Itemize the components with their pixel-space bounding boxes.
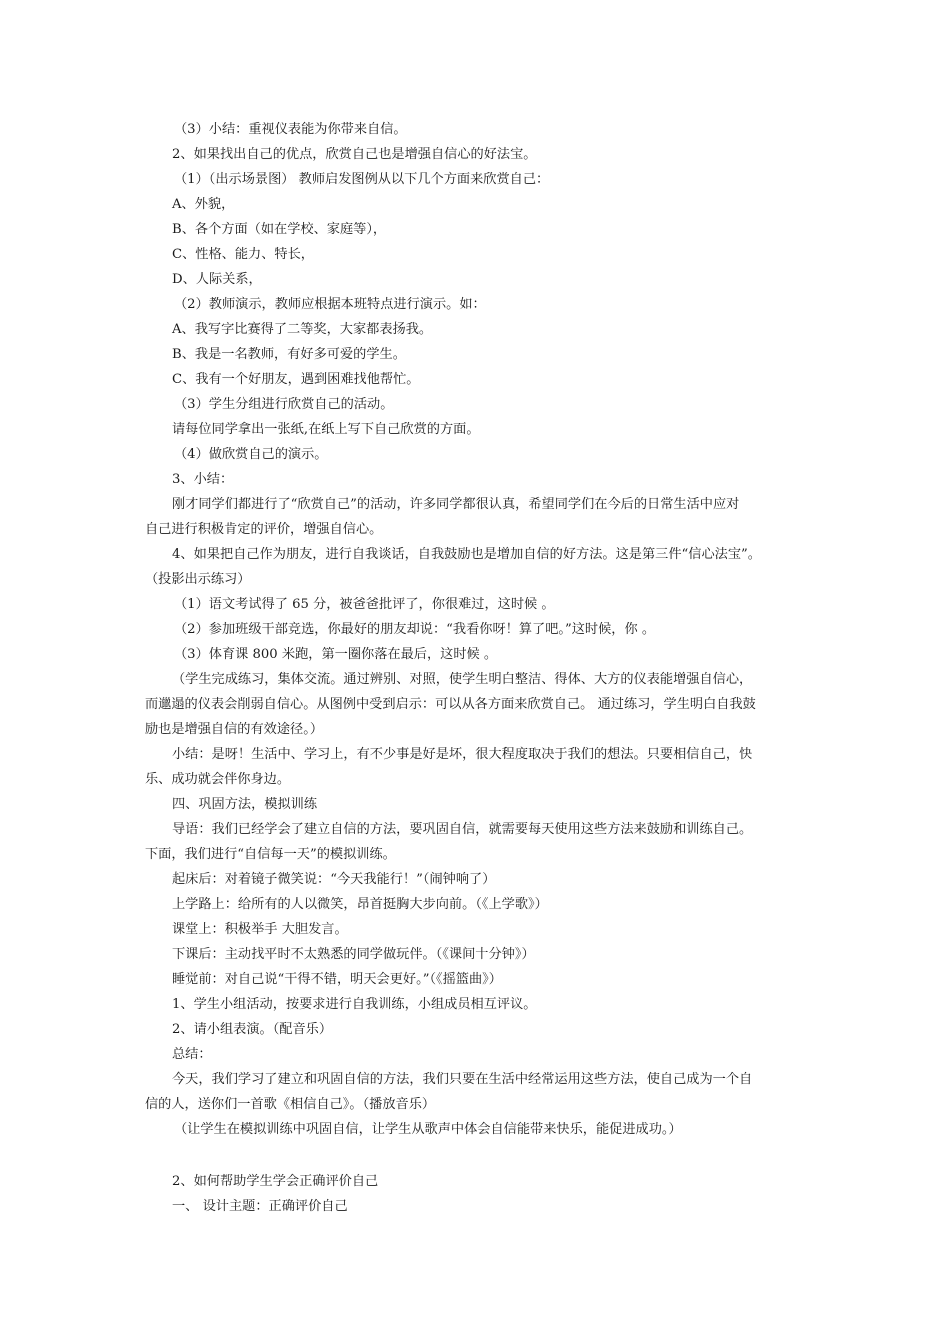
training-item: 上学路上：给所有的人以微笑，昂首挺胸大步向前。（《上学歌》）	[172, 897, 548, 912]
paragraph-first-line: 小结：是呀！生活中、学习上，有不少事是好是坏，很大程度取决于我们的想法。只要相信自己，快	[172, 747, 753, 762]
paragraph	[145, 542, 812, 592]
training-item: 总结：	[172, 1047, 212, 1062]
paragraph-continuation: 乐、成功就会伴你身边。	[145, 772, 291, 787]
text-line: C、我有一个好朋友，遇到困难找他帮忙。	[172, 372, 420, 387]
text-line: B、各个方面（如在学校、家庭等），	[172, 222, 387, 237]
text-line: D、人际关系，	[172, 272, 262, 287]
training-item: 起床后：对着镜子微笑说：“今天我能行！”（闹钟响了）	[172, 872, 496, 887]
paragraph	[145, 492, 812, 542]
paragraph-continuation: 下面，我们进行“自信每一天”的模拟训练。	[145, 847, 396, 862]
paragraph-continuation: 信的人，送你们一首歌《相信自己》。（播放音乐）	[145, 1097, 436, 1112]
text-line: 2、如果找出自己的优点，欣赏自己也是增强自信心的好法宝。	[172, 147, 537, 162]
paragraph-continuation: （投影出示练习）	[145, 572, 251, 587]
blank-line	[172, 1142, 812, 1169]
paragraph-continuation: 励也是增强自信的有效途径。）	[145, 722, 324, 737]
text-line: （3）学生分组进行欣赏自己的活动。	[174, 397, 394, 412]
document-body	[145, 117, 812, 1219]
next-topic-title: 2、如何帮助学生学会正确评价自己	[172, 1174, 379, 1189]
paragraph	[145, 742, 812, 792]
text-line: 请每位同学拿出一张纸,在纸上写下自己欣赏的方面。	[172, 422, 480, 437]
training-item: 1、学生小组活动，按要求进行自我训练，小组成员相互评议。	[172, 997, 537, 1012]
text-line: B、我是一名教师，有好多可爱的学生。	[172, 347, 406, 362]
exercise-item: （2）参加班级干部竞选，你最好的朋友却说：“我看你呀！算了吧。”这时候，你 。	[174, 622, 656, 637]
training-item: 课堂上：积极举手 大胆发言。	[172, 922, 348, 937]
paragraph	[145, 1067, 812, 1117]
paragraph	[145, 817, 812, 867]
paragraph-continuation: 而邋遢的仪表会削弱自信心。从图例中受到启示：可以从各方面来欣赏自己。 通过练习，学生明白自我鼓	[145, 697, 756, 712]
paragraph-continuation: 自己进行积极肯定的评价，增强自信心。	[145, 522, 383, 537]
text-line: A、外貌，	[172, 197, 235, 212]
exercise-item: （3）体育课 800 米跑，第一圈你落在最后，这时候 。	[174, 647, 498, 662]
text-line: （1）（出示场景图） 教师启发图例从以下几个方面来欣赏自己：	[174, 172, 550, 187]
text-line: C、性格、能力、特长，	[172, 247, 314, 262]
text-line: （3）小结：重视仪表能为你带来自信。	[174, 122, 407, 137]
text-line: （2）教师演示，教师应根据本班特点进行演示。如：	[174, 297, 486, 312]
paragraph-first-line: 刚才同学们都进行了“欣赏自己”的活动，许多同学都很认真，希望同学们在今后的日常生活中应对	[172, 497, 740, 512]
exercise-item: （1）语文考试得了 65 分，被爸爸批评了，你很难过，这时候 。	[174, 597, 555, 612]
paragraph-first-line: 今天，我们学习了建立和巩固自信的方法，我们只要在生活中经常运用这些方法，使自己成为一个自	[172, 1072, 753, 1087]
training-item: 下课后：主动找平时不太熟悉的同学做玩伴。（《课间十分钟》）	[172, 947, 535, 962]
training-item: 2、请小组表演。（配音乐）	[172, 1022, 333, 1037]
text-line: 3、小结：	[172, 472, 234, 487]
training-item: 睡觉前：对自己说“干得不错，明天会更好。”（《摇篮曲》）	[172, 972, 502, 987]
text-line: （4）做欣赏自己的演示。	[174, 447, 328, 462]
next-topic-subtitle: 一、 设计主题：正确评价自己	[172, 1199, 348, 1214]
closing-note: （让学生在模拟训练中巩固自信，让学生从歌声中体会自信能带来快乐，能促进成功。）	[174, 1122, 682, 1137]
paragraph-first-line: 导语：我们已经学会了建立自信的方法，要巩固自信，就需要每天使用这些方法来鼓励和训练自己。	[172, 822, 753, 837]
paragraph-first-line: （学生完成练习，集体交流。通过辨别、对照，使学生明白整洁、得体、大方的仪表能增强自信心，	[172, 672, 753, 687]
text-line: A、我写字比赛得了二等奖，大家都表扬我。	[172, 322, 433, 337]
paragraph-first-line: 4、如果把自己作为朋友，进行自我谈话，自我鼓励也是增加自信的好方法。这是第三件“信心法宝”。	[172, 547, 761, 562]
paragraph	[145, 667, 812, 742]
section-heading: 四、巩固方法，模拟训练	[172, 797, 318, 812]
